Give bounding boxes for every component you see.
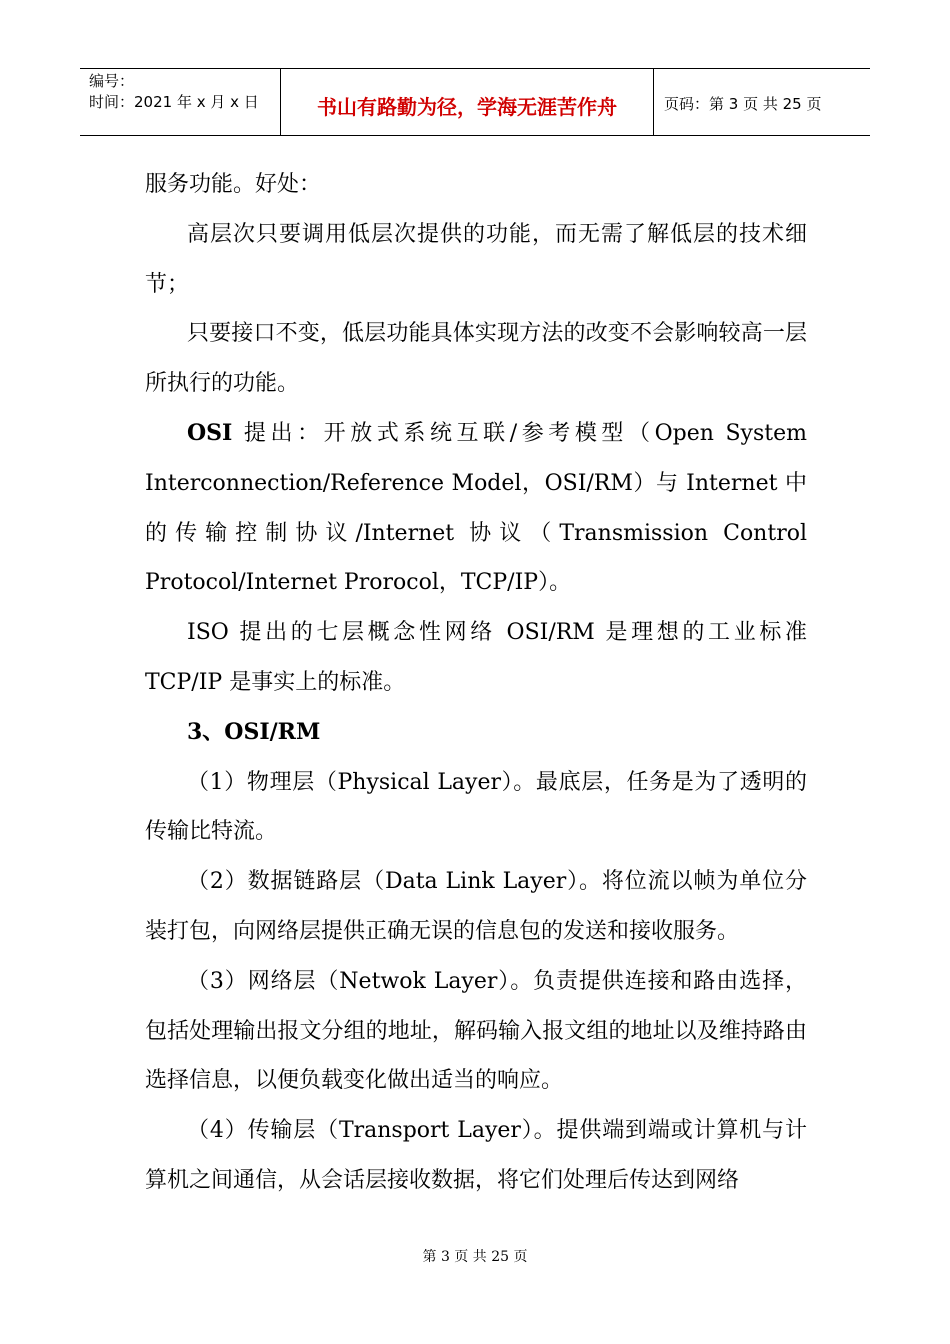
header-slogan: 书山有路勤为径，学海无涯苦作舟 (281, 69, 654, 135)
document-body (145, 160, 807, 1206)
document-number-label: 编号： (89, 72, 135, 90)
page-footer: 第 3 页 共 25 页 (422, 1249, 528, 1265)
osi-bold-term: OSI (187, 419, 233, 446)
list-item: （3）网络层（Netwok Layer）。负责提供连接和路由选择，包括处理输出报文分组的地址，解码输入报文组的地址以及维持路由选择信息，以便负载变化做出适当的响应。 (145, 968, 807, 1094)
paragraph: ISO 提出的七层概念性网络 OSI/RM 是理想的工业标准TCP/IP 是事实上的标准。 (145, 620, 807, 695)
section-heading: 3、OSI/RM (187, 718, 321, 745)
document-date-label: 时间：2021 年 x 月 x 日 (89, 93, 259, 111)
list-item: （1）物理层（Physical Layer）。最底层，任务是为了透明的传输比特流。 (145, 769, 807, 845)
paragraph: 服务功能。好处： (145, 172, 322, 197)
list-item: （2）数据链路层（Data Link Layer）。将位流以帧为单位分装打包，向网络层提供正确无误的信息包的发送和接收服务。 (145, 869, 807, 944)
paragraph-text: 提出：开放式系统互联/参考模型（Open System Interconnection/Reference Model，OSI/RM）与 Internet 中的传输控制协议/Internet 协议（Transmission Control Protocol/Internet Prorocol，TCP/IP）。 (145, 420, 807, 596)
paragraph: 只要接口不变，低层功能具体实现方法的改变不会影响较高一层所执行的功能。 (145, 321, 807, 397)
paragraph (145, 409, 807, 608)
list-item: （4）传输层（Transport Layer）。提供端到端或计算机与计算机之间通信，从会话层接收数据，将它们处理后传达到网络 (145, 1118, 807, 1193)
page-header (80, 68, 870, 136)
header-page-number: 页码：第 3 页 共 25 页 (664, 94, 822, 113)
paragraph: 高层次只要调用低层次提供的功能，而无需了解低层的技术细节； (145, 221, 807, 297)
header-meta (80, 69, 281, 135)
